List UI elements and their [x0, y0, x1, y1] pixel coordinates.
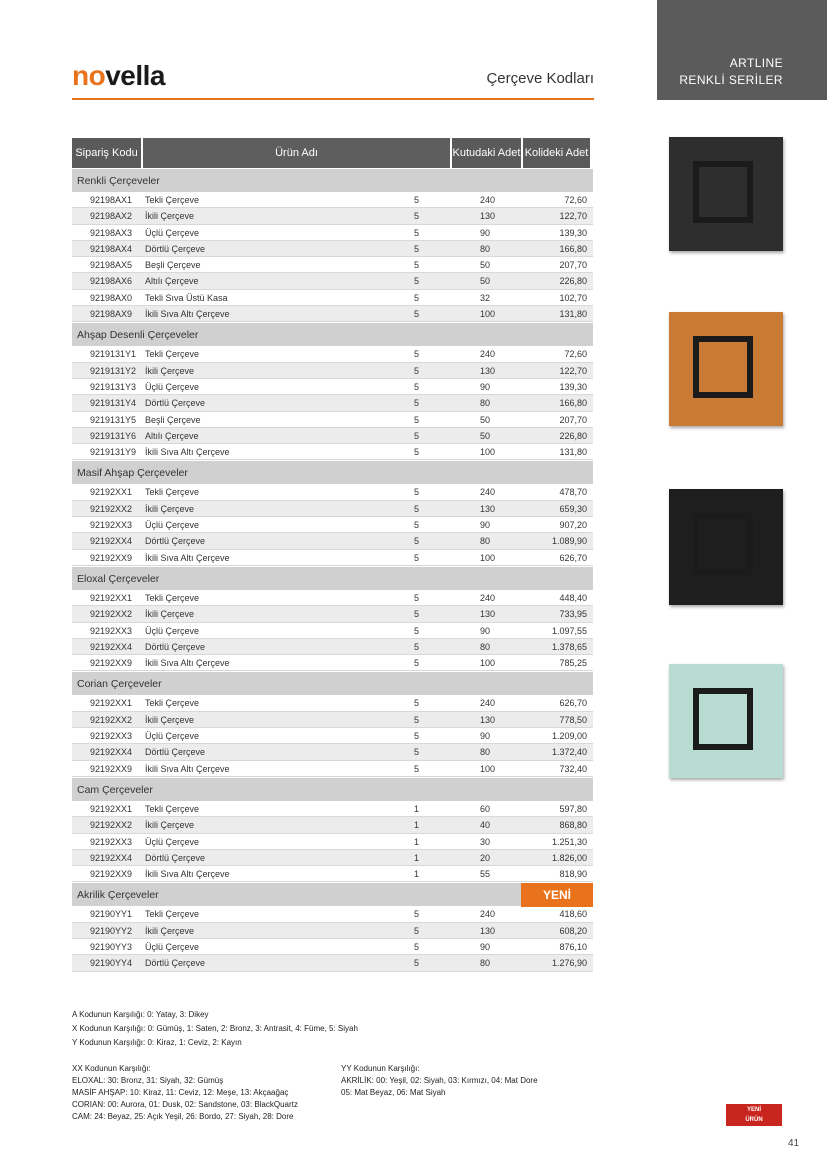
price: 122,70: [559, 365, 587, 376]
frame-image-glass: [669, 664, 783, 778]
order-code: 92192XX4: [90, 747, 133, 758]
case-qty: 240: [480, 195, 496, 205]
case-qty: 130: [480, 365, 496, 376]
frame-image-wood: [669, 312, 783, 426]
series-corner-tab: [657, 0, 827, 100]
product-name: Tekli Sıva Üstü Kasa: [145, 292, 228, 303]
table-row: [72, 639, 593, 655]
table-row: [72, 817, 593, 833]
box-qty: 5: [414, 447, 420, 458]
product-name: Dörtlü Çerçeve: [145, 852, 206, 863]
price: 226,80: [559, 276, 587, 287]
case-qty: 80: [480, 747, 491, 758]
case-qty: 240: [480, 909, 496, 920]
case-qty: 100: [480, 309, 496, 320]
box-qty: 5: [414, 503, 420, 514]
order-code: 92190YY3: [90, 941, 133, 952]
order-code: 92192XX2: [90, 609, 133, 620]
case-qty: 130: [480, 503, 496, 514]
order-code: 92192XX1: [90, 592, 133, 603]
order-code: 92192XX4: [90, 852, 133, 863]
table-row: [72, 744, 593, 760]
order-code: 92198AX4: [90, 243, 133, 254]
price: 207,70: [559, 260, 587, 271]
order-code: 92192XX1: [90, 698, 133, 709]
price: 1.378,65: [551, 641, 587, 652]
case-qty: 90: [480, 381, 491, 392]
section-header: [72, 882, 593, 906]
price: 818,90: [559, 869, 587, 880]
table-row: [72, 379, 593, 395]
note-line: ELOXAL: 30: Bronz, 31: Siyah, 32: Gümüş: [72, 1076, 224, 1085]
order-code: 92192XX2: [90, 714, 133, 725]
box-qty: 1: [414, 803, 420, 814]
order-code: 9219131Y3: [90, 381, 137, 392]
table-row: [72, 257, 593, 273]
product-name: Üçlü Çerçeve: [145, 941, 200, 952]
table-row: [72, 533, 593, 549]
product-name: Dörtlü Çerçeve: [145, 243, 206, 254]
price: 139,30: [559, 381, 587, 392]
case-qty: 90: [480, 625, 491, 636]
price: 733,95: [559, 609, 587, 620]
price: 418,60: [559, 909, 587, 920]
table-row: [72, 273, 593, 289]
table-row: [72, 906, 593, 922]
product-name: İkili Sıva Altı Çerçeve: [145, 763, 230, 774]
box-qty: 5: [414, 381, 420, 392]
box-qty: 5: [414, 609, 420, 620]
box-qty: 5: [414, 309, 420, 320]
case-qty: 80: [480, 641, 491, 652]
box-qty: 5: [414, 276, 420, 287]
note-line: XX Kodunun Karşılığı:: [72, 1064, 151, 1073]
case-qty: 240: [480, 349, 496, 360]
case-qty: 40: [480, 820, 491, 831]
header-product-name: Ürün Adı: [143, 138, 450, 168]
table-row: [72, 550, 593, 566]
price: 1.251,30: [551, 836, 587, 847]
order-code: 92192XX3: [90, 625, 133, 636]
box-qty: 5: [414, 925, 420, 936]
price: 1.097,55: [551, 625, 587, 636]
case-qty: 100: [480, 447, 496, 458]
box-qty: 5: [414, 414, 420, 425]
box-qty: 5: [414, 641, 420, 652]
page-title: Çerçeve Kodları: [486, 70, 594, 87]
box-qty: 5: [414, 520, 420, 531]
order-code: 92190YY2: [90, 925, 133, 936]
box-qty: 5: [414, 211, 420, 222]
frame-image-anthracite: [669, 137, 783, 251]
box-qty: 5: [414, 536, 420, 547]
price: 659,30: [559, 503, 587, 514]
order-code: 92192XX4: [90, 641, 133, 652]
box-qty: 5: [414, 260, 420, 271]
order-code: 92198AX3: [90, 227, 133, 238]
table-row: [72, 623, 593, 639]
product-name: Dörtlü Çerçeve: [145, 536, 206, 547]
case-qty: 240: [480, 487, 496, 498]
section-header: [72, 671, 593, 695]
product-name: Üçlü Çerçeve: [145, 625, 200, 636]
order-code: 92192XX9: [90, 763, 133, 774]
box-qty: 1: [414, 836, 420, 847]
table-row: [72, 850, 593, 866]
section-header: [72, 460, 593, 484]
notes-top: [72, 1010, 358, 1052]
box-qty: 5: [414, 592, 420, 603]
product-name: Tekli Çerçeve: [145, 592, 200, 603]
table-row: [72, 306, 593, 322]
section-title: Ahşap Desenli Çerçeveler: [77, 329, 199, 342]
case-qty: 60: [480, 803, 491, 814]
price: 139,30: [559, 227, 587, 238]
box-qty: 5: [414, 763, 420, 774]
price: 868,80: [559, 820, 587, 831]
product-name: İkili Sıva Altı Çerçeve: [145, 309, 230, 320]
product-name: İkili Çerçeve: [145, 820, 195, 831]
price: 166,80: [559, 243, 587, 254]
box-qty: 5: [414, 430, 420, 441]
order-code: 92192XX3: [90, 520, 133, 531]
product-name: Üçlü Çerçeve: [145, 227, 200, 238]
note-line: A Kodunun Karşılığı: 0: Yatay, 3: Dikey: [72, 1010, 209, 1019]
box-qty: 5: [414, 487, 420, 498]
header-box-qty: Kutudaki Adet: [452, 138, 521, 168]
price: 876,10: [559, 941, 587, 952]
product-name: Tekli Çerçeve: [145, 195, 200, 205]
table-header: [72, 138, 593, 168]
page-number: 41: [788, 1138, 800, 1149]
product-name: Altılı Çerçeve: [145, 430, 199, 441]
note-line: MASİF AHŞAP: 10: Kiraz, 11: Ceviz, 12: Meşe, 13: Akçaağaç: [72, 1088, 289, 1097]
order-code: 92198AX2: [90, 211, 133, 222]
order-code: 92192XX9: [90, 869, 133, 880]
note-line: AKRİLİK: 00: Yeşil, 02: Siyah, 03: Kırmızı, 04: Mat Dore: [341, 1076, 538, 1085]
title-underline: [72, 98, 594, 100]
box-qty: 5: [414, 714, 420, 725]
case-qty: 130: [480, 609, 496, 620]
order-code: 92192XX4: [90, 536, 133, 547]
table-row: [72, 192, 593, 208]
case-qty: 50: [480, 414, 491, 425]
case-qty: 100: [480, 658, 496, 669]
price: 1.089,90: [551, 536, 587, 547]
section-title: Renkli Çerçeveler: [77, 175, 160, 187]
section-header: [72, 322, 593, 346]
order-code: 92192XX1: [90, 487, 133, 498]
box-qty: 5: [414, 909, 420, 920]
price: 626,70: [559, 698, 587, 709]
case-qty: 30: [480, 836, 491, 847]
box-qty: 1: [414, 852, 420, 863]
table-row: [72, 923, 593, 939]
case-qty: 100: [480, 552, 496, 563]
case-qty: 130: [480, 714, 496, 725]
product-name: Dörtlü Çerçeve: [145, 958, 206, 969]
order-code: 92192XX1: [90, 803, 133, 814]
brand-logo: novella: [72, 60, 165, 91]
product-name: İkili Çerçeve: [145, 925, 195, 936]
box-qty: 1: [414, 869, 420, 880]
price: 72,60: [564, 195, 587, 205]
table-row: [72, 225, 593, 241]
box-qty: 5: [414, 941, 420, 952]
price: 732,40: [559, 763, 587, 774]
case-qty: 90: [480, 520, 491, 531]
price: 166,80: [559, 398, 587, 409]
price: 207,70: [559, 414, 587, 425]
price: 1.372,40: [551, 747, 587, 758]
price: 1.826,00: [551, 852, 587, 863]
order-code: 92198AX0: [90, 292, 133, 303]
price: 448,40: [559, 592, 587, 603]
table-row: [72, 728, 593, 744]
note-line: CORIAN: 00: Aurora, 01: Dusk, 02: Sandstone, 03: BlackQuartz: [72, 1100, 298, 1109]
product-name: İkili Çerçeve: [145, 503, 195, 514]
order-code: 92192XX9: [90, 552, 133, 563]
price: 102,70: [559, 292, 587, 303]
product-name: Tekli Çerçeve: [145, 698, 200, 709]
box-qty: 5: [414, 349, 420, 360]
section-header: [72, 168, 593, 192]
product-name: Üçlü Çerçeve: [145, 520, 200, 531]
table-row: [72, 801, 593, 817]
case-qty: 130: [480, 925, 496, 936]
box-qty: 5: [414, 747, 420, 758]
product-name: Dörtlü Çerçeve: [145, 747, 206, 758]
note-line: 05: Mat Beyaz, 06: Mat Siyah: [341, 1088, 446, 1097]
product-name: İkili Sıva Altı Çerçeve: [145, 447, 230, 458]
table-row: [72, 444, 593, 460]
product-name: İkili Çerçeve: [145, 211, 195, 222]
product-name: İkili Çerçeve: [145, 609, 195, 620]
case-qty: 50: [480, 430, 491, 441]
section-title: Eloxal Çerçeveler: [77, 572, 160, 585]
notes-xx: [72, 1064, 298, 1124]
case-qty: 32: [480, 292, 491, 303]
order-code: 92192XX2: [90, 503, 133, 514]
case-qty: 100: [480, 763, 496, 774]
case-qty: 50: [480, 276, 491, 287]
section-title: Akrilik Çerçeveler: [77, 889, 159, 902]
order-code: 92192XX3: [90, 836, 133, 847]
price: 785,25: [559, 658, 587, 669]
order-code: 92190YY1: [90, 909, 133, 920]
box-qty: 5: [414, 731, 420, 742]
table-row: [72, 290, 593, 306]
case-qty: 50: [480, 260, 491, 271]
order-code: 92192XX2: [90, 820, 133, 831]
price: 131,80: [559, 447, 587, 458]
product-name: İkili Sıva Altı Çerçeve: [145, 658, 230, 669]
new-product-badge: YENİ ÜRÜN: [726, 1104, 782, 1126]
product-name: İkili Sıva Altı Çerçeve: [145, 552, 230, 563]
price: 226,80: [559, 430, 587, 441]
product-name: Altılı Çerçeve: [145, 276, 199, 287]
product-name: Tekli Çerçeve: [145, 909, 200, 920]
table-row: [72, 208, 593, 224]
order-code: 92192XX9: [90, 658, 133, 669]
table-row: [72, 866, 593, 882]
case-qty: 90: [480, 227, 491, 238]
order-code: 92192XX3: [90, 731, 133, 742]
order-code: 92198AX5: [90, 260, 133, 271]
product-name: İkili Sıva Altı Çerçeve: [145, 869, 230, 880]
table-row: [72, 655, 593, 671]
order-code: 9219131Y2: [90, 365, 137, 376]
box-qty: 5: [414, 658, 420, 669]
price: 122,70: [559, 211, 587, 222]
price: 131,80: [559, 309, 587, 320]
case-qty: 240: [480, 698, 496, 709]
header-order-code: Sipariş Kodu: [72, 138, 141, 168]
table-row: [72, 590, 593, 606]
box-qty: 5: [414, 227, 420, 238]
note-line: Y Kodunun Karşılığı: 0: Kiraz, 1: Ceviz, 2: Kayın: [72, 1038, 242, 1047]
price: 478,70: [559, 487, 587, 498]
case-qty: 90: [480, 731, 491, 742]
product-name: Üçlü Çerçeve: [145, 836, 200, 847]
price: 907,20: [559, 520, 587, 531]
price: 778,50: [559, 714, 587, 725]
product-name: Tekli Çerçeve: [145, 487, 200, 498]
price: 72,60: [564, 349, 587, 360]
note-line: X Kodunun Karşılığı: 0: Gümüş, 1: Saten, 2: Bronz, 3: Antrasit, 4: Füme, 5: Siyah: [72, 1024, 358, 1033]
price: 1.209,00: [551, 731, 587, 742]
table-row: [72, 484, 593, 500]
table-row: [72, 395, 593, 411]
table-row: [72, 761, 593, 777]
series-name-line2: RENKLİ SERİLER: [679, 73, 783, 87]
case-qty: 80: [480, 536, 491, 547]
price: 1.276,90: [551, 958, 587, 969]
table-row: [72, 346, 593, 362]
order-code: 9219131Y6: [90, 430, 137, 441]
price: 608,20: [559, 925, 587, 936]
product-name: Tekli Çerçeve: [145, 803, 200, 814]
table-row: [72, 834, 593, 850]
case-qty: 130: [480, 211, 496, 222]
header-case-qty: Kolideki Adet: [523, 138, 590, 168]
product-name: İkili Çerçeve: [145, 365, 195, 376]
order-code: 9219131Y4: [90, 398, 137, 409]
box-qty: 5: [414, 958, 420, 969]
box-qty: 5: [414, 552, 420, 563]
box-qty: 5: [414, 625, 420, 636]
section-header: [72, 777, 593, 801]
section-title: Cam Çerçeveler: [77, 783, 153, 796]
box-qty: 5: [414, 365, 420, 376]
series-name-line1: ARTLINE: [729, 56, 783, 70]
table-row: [72, 712, 593, 728]
section-title: Corian Çerçeveler: [77, 678, 162, 691]
notes-yy: [341, 1064, 538, 1100]
section-title: Masif Ahşap Çerçeveler: [77, 467, 188, 480]
order-code: 92198AX1: [90, 195, 133, 205]
box-qty: 5: [414, 243, 420, 254]
table-row: [72, 501, 593, 517]
order-code: 9219131Y5: [90, 414, 137, 425]
case-qty: 90: [480, 941, 491, 952]
box-qty: 5: [414, 698, 420, 709]
table-row: [72, 955, 593, 971]
order-code: 92198AX6: [90, 276, 133, 287]
product-name: Üçlü Çerçeve: [145, 381, 200, 392]
table-row: [72, 939, 593, 955]
product-name: Tekli Çerçeve: [145, 349, 200, 360]
case-qty: 80: [480, 243, 491, 254]
new-badge: YENİ: [521, 883, 593, 907]
product-name: Beşli Çerçeve: [145, 414, 201, 425]
table-row: [72, 412, 593, 428]
product-name: İkili Çerçeve: [145, 714, 195, 725]
price: 626,70: [559, 552, 587, 563]
note-line: CAM: 24: Beyaz, 25: Açık Yeşil, 26: Bordo, 27: Siyah, 28: Dore: [72, 1112, 294, 1121]
order-code: 92198AX9: [90, 309, 133, 320]
order-code: 9219131Y1: [90, 349, 137, 360]
box-qty: 1: [414, 820, 420, 831]
case-qty: 240: [480, 592, 496, 603]
product-name: Üçlü Çerçeve: [145, 731, 200, 742]
case-qty: 20: [480, 852, 491, 863]
case-qty: 80: [480, 398, 491, 409]
box-qty: 5: [414, 292, 420, 303]
table-row: [72, 363, 593, 379]
table-row: [72, 428, 593, 444]
section-header: [72, 566, 593, 590]
price: 597,80: [559, 803, 587, 814]
case-qty: 55: [480, 869, 491, 880]
table-row: [72, 517, 593, 533]
order-code: 92190YY4: [90, 958, 133, 969]
product-name: Dörtlü Çerçeve: [145, 641, 206, 652]
order-code: 9219131Y9: [90, 447, 137, 458]
box-qty: 5: [414, 398, 420, 409]
case-qty: 80: [480, 958, 491, 969]
note-line: YY Kodunun Karşılığı:: [341, 1064, 420, 1073]
table-row: [72, 606, 593, 622]
box-qty: 5: [414, 195, 420, 205]
price-table: [72, 138, 593, 972]
table-row: [72, 241, 593, 257]
frame-image-black-stone: [669, 489, 783, 605]
product-name: Beşli Çerçeve: [145, 260, 201, 271]
table-row: [72, 695, 593, 711]
product-name: Dörtlü Çerçeve: [145, 398, 206, 409]
